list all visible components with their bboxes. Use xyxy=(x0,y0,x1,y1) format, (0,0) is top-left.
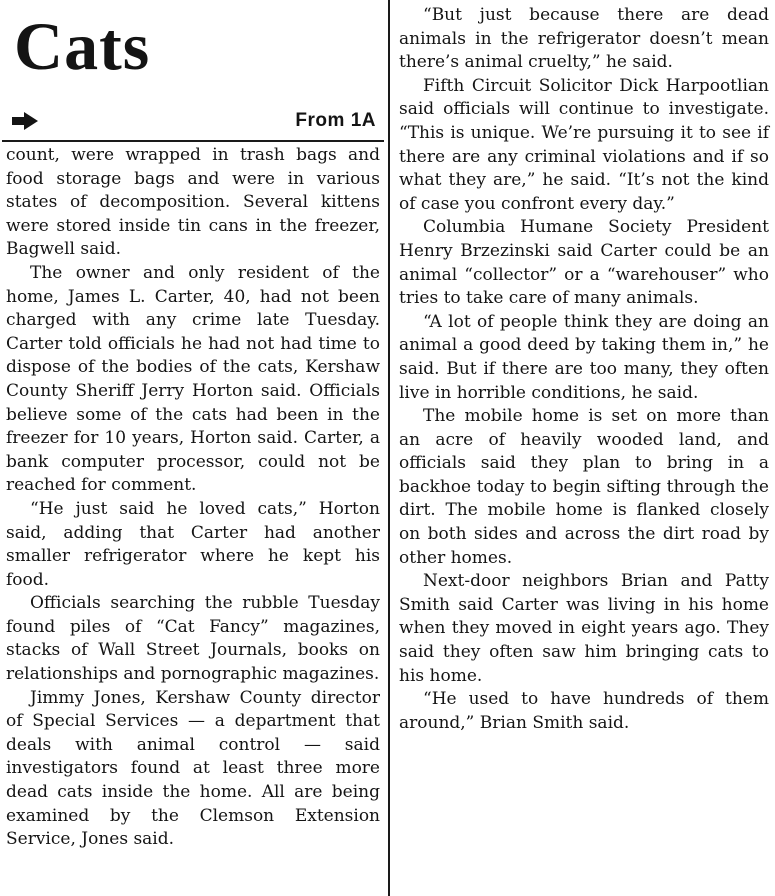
paragraph: The mobile home is set on more than an acre of heavily wooded land, and officials said they plan to bring in a backhoe today to begin sifting through the dirt. The mobile home is flanked closely on both sides and across the dirt road by other homes. xyxy=(399,406,769,568)
paragraph: count, were wrapped in trash bags and food storage bags and were in various states of decomposition. Several kittens were stored inside tin cans in the freezer, Bagwell said. xyxy=(6,145,380,260)
right-arrow-icon xyxy=(12,112,38,130)
paragraph: “A lot of people think they are doing an animal a good deed by taking them in,” he said. But if there are too many, they often live in horrible conditions, he said. xyxy=(399,311,769,403)
paragraph: Jimmy Jones, Kershaw County director of Special Services — a department that deals with animal control — said investigators found at least three more dead cats inside the home. All are being examined by the Clemson Extension Service, Jones said. xyxy=(6,687,380,850)
column-divider xyxy=(388,0,390,896)
paragraph: “He just said he loved cats,” Horton said, adding that Carter had another smaller refrigerator where he kept his food. xyxy=(6,498,380,590)
paragraph: The owner and only resident of the home, James L. Carter, 40, had not been charged with any crime late Tuesday. Carter told officials he had not had time to dispose of the bodies of the cats, Kershaw County Sheriff Jerry Horton said. Officials believe some of the cats had been in the freezer for 10 years, Horton said. Carter, a bank computer processor, could not be reached for comment. xyxy=(6,262,380,496)
header-rule xyxy=(2,140,384,142)
paragraph: Fifth Circuit Solicitor Dick Harpootlian said officials will continue to investigate. “This is unique. We’re pursuing it to see if there are any criminal violations and if so what they are,” he said. “It’s not the kind of case you confront every day.” xyxy=(399,75,769,214)
headline: Cats xyxy=(14,8,151,84)
jump-line xyxy=(12,107,376,135)
left-column xyxy=(0,0,386,896)
paragraph: “He used to have hundreds of them around,” Brian Smith said. xyxy=(399,689,769,733)
right-column xyxy=(393,0,775,896)
paragraph: “But just because there are dead animals in the refrigerator doesn’t mean there’s animal cruelty,” he said. xyxy=(399,5,769,73)
paragraph: Next-door neighbors Brian and Patty Smith said Carter was living in his home when they moved in eight years ago. They said they often saw him bringing cats to his home. xyxy=(399,571,769,686)
paragraph: Officials searching the rubble Tuesday found piles of “Cat Fancy” magazines, stacks of Wall Street Journals, books on relationships and pornographic magazines. xyxy=(6,593,380,685)
jump-label: From 1A xyxy=(295,110,376,131)
left-column-text xyxy=(6,144,380,852)
paragraph: Columbia Humane Society President Henry Brzezinski said Carter could be an animal “collector” or a “warehouser” who tries to take care of many animals. xyxy=(399,217,769,309)
right-column-text xyxy=(399,4,769,735)
